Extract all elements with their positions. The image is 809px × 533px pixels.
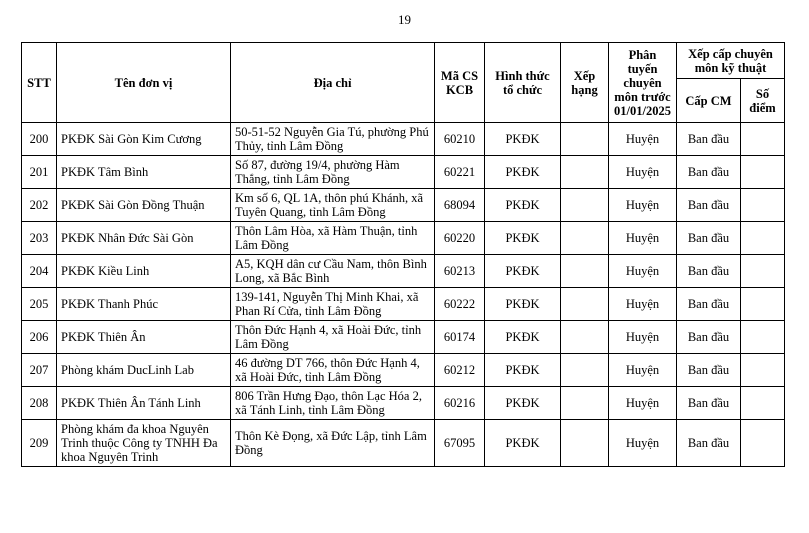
- cell-address: Số 87, đường 19/4, phường Hàm Thắng, tỉnh Lâm Đồng: [231, 156, 435, 189]
- cell-stt: 209: [22, 420, 57, 467]
- cell-address: A5, KQH dân cư Cầu Nam, thôn Bình Long, xã Bắc Bình: [231, 255, 435, 288]
- cell-grade: Ban đầu: [677, 420, 741, 467]
- cell-score: [741, 387, 785, 420]
- cell-score: [741, 321, 785, 354]
- cell-form: PKĐK: [485, 288, 561, 321]
- table-row: [22, 189, 785, 222]
- cell-rank: [561, 321, 609, 354]
- cell-address: Thôn Lâm Hòa, xã Hàm Thuận, tỉnh Lâm Đồng: [231, 222, 435, 255]
- cell-score: [741, 255, 785, 288]
- cell-tier: Huyện: [609, 189, 677, 222]
- cell-name: PKĐK Kiều Linh: [57, 255, 231, 288]
- table-row: [22, 288, 785, 321]
- cell-grade: Ban đầu: [677, 156, 741, 189]
- cell-code: 60212: [435, 354, 485, 387]
- header-grade-group: Xếp cấp chuyên môn kỹ thuật: [677, 43, 785, 79]
- header-code: Mã CS KCB: [435, 43, 485, 123]
- table-header: [22, 43, 785, 123]
- table-body: [22, 123, 785, 467]
- cell-stt: 204: [22, 255, 57, 288]
- cell-grade: Ban đầu: [677, 222, 741, 255]
- cell-tier: Huyện: [609, 321, 677, 354]
- cell-name: Phòng khám đa khoa Nguyên Trinh thuộc Công ty TNHH Đa khoa Nguyên Trinh: [57, 420, 231, 467]
- cell-tier: Huyện: [609, 387, 677, 420]
- cell-address: 46 đường DT 766, thôn Đức Hạnh 4, xã Hoài Đức, tỉnh Lâm Đồng: [231, 354, 435, 387]
- header-address: Địa chỉ: [231, 43, 435, 123]
- cell-tier: Huyện: [609, 156, 677, 189]
- cell-form: PKĐK: [485, 321, 561, 354]
- cell-stt: 206: [22, 321, 57, 354]
- cell-name: PKĐK Nhân Đức Sài Gòn: [57, 222, 231, 255]
- table-row: [22, 156, 785, 189]
- cell-name: Phòng khám DucLinh Lab: [57, 354, 231, 387]
- cell-form: PKĐK: [485, 387, 561, 420]
- cell-address: 139-141, Nguyễn Thị Minh Khai, xã Phan Rí Cửa, tỉnh Lâm Đồng: [231, 288, 435, 321]
- table-row: [22, 321, 785, 354]
- cell-form: PKĐK: [485, 354, 561, 387]
- cell-code: 67095: [435, 420, 485, 467]
- cell-address: Thôn Đức Hạnh 4, xã Hoài Đức, tỉnh Lâm Đồng: [231, 321, 435, 354]
- cell-name: PKĐK Sài Gòn Đồng Thuận: [57, 189, 231, 222]
- cell-form: PKĐK: [485, 189, 561, 222]
- cell-score: [741, 156, 785, 189]
- cell-code: 60210: [435, 123, 485, 156]
- cell-rank: [561, 387, 609, 420]
- cell-score: [741, 222, 785, 255]
- cell-grade: Ban đầu: [677, 123, 741, 156]
- table-row: [22, 222, 785, 255]
- cell-name: PKĐK Sài Gòn Kim Cương: [57, 123, 231, 156]
- cell-code: 60216: [435, 387, 485, 420]
- cell-tier: Huyện: [609, 123, 677, 156]
- cell-rank: [561, 123, 609, 156]
- header-tier: Phân tuyến chuyên môn trước 01/01/2025: [609, 43, 677, 123]
- cell-code: 68094: [435, 189, 485, 222]
- cell-code: 60222: [435, 288, 485, 321]
- cell-code: 60174: [435, 321, 485, 354]
- table-row: [22, 255, 785, 288]
- cell-tier: Huyện: [609, 354, 677, 387]
- cell-code: 60221: [435, 156, 485, 189]
- cell-score: [741, 354, 785, 387]
- cell-rank: [561, 222, 609, 255]
- cell-stt: 207: [22, 354, 57, 387]
- table-row: [22, 420, 785, 467]
- cell-form: PKĐK: [485, 123, 561, 156]
- cell-tier: Huyện: [609, 255, 677, 288]
- cell-score: [741, 189, 785, 222]
- cell-rank: [561, 189, 609, 222]
- header-score: Số điểm: [741, 79, 785, 123]
- cell-stt: 200: [22, 123, 57, 156]
- cell-tier: Huyện: [609, 222, 677, 255]
- cell-rank: [561, 156, 609, 189]
- cell-code: 60220: [435, 222, 485, 255]
- cell-tier: Huyện: [609, 420, 677, 467]
- facility-table: [21, 42, 785, 467]
- cell-grade: Ban đầu: [677, 189, 741, 222]
- cell-form: PKĐK: [485, 420, 561, 467]
- cell-rank: [561, 354, 609, 387]
- cell-code: 60213: [435, 255, 485, 288]
- cell-address: Km số 6, QL 1A, thôn phú Khánh, xã Tuyên Quang, tỉnh Lâm Đồng: [231, 189, 435, 222]
- table-row: [22, 354, 785, 387]
- cell-rank: [561, 420, 609, 467]
- header-rank: Xếp hạng: [561, 43, 609, 123]
- table-row: [22, 387, 785, 420]
- cell-stt: 203: [22, 222, 57, 255]
- cell-grade: Ban đầu: [677, 321, 741, 354]
- header-name: Tên đơn vị: [57, 43, 231, 123]
- cell-tier: Huyện: [609, 288, 677, 321]
- cell-form: PKĐK: [485, 156, 561, 189]
- cell-rank: [561, 288, 609, 321]
- cell-score: [741, 123, 785, 156]
- cell-grade: Ban đầu: [677, 354, 741, 387]
- cell-name: PKĐK Thanh Phúc: [57, 288, 231, 321]
- cell-score: [741, 420, 785, 467]
- cell-grade: Ban đầu: [677, 255, 741, 288]
- cell-stt: 208: [22, 387, 57, 420]
- cell-score: [741, 288, 785, 321]
- cell-stt: 201: [22, 156, 57, 189]
- cell-form: PKĐK: [485, 222, 561, 255]
- cell-name: PKĐK Thiên Ân Tánh Linh: [57, 387, 231, 420]
- cell-address: 806 Trần Hưng Đạo, thôn Lạc Hóa 2, xã Tánh Linh, tỉnh Lâm Đồng: [231, 387, 435, 420]
- cell-name: PKĐK Thiên Ân: [57, 321, 231, 354]
- cell-grade: Ban đầu: [677, 387, 741, 420]
- cell-grade: Ban đầu: [677, 288, 741, 321]
- header-stt: STT: [22, 43, 57, 123]
- cell-stt: 205: [22, 288, 57, 321]
- table-row: [22, 123, 785, 156]
- header-grade-level: Cấp CM: [677, 79, 741, 123]
- cell-address: Thôn Kè Đọng, xã Đức Lập, tỉnh Lâm Đồng: [231, 420, 435, 467]
- cell-name: PKĐK Tâm Bình: [57, 156, 231, 189]
- cell-address: 50-51-52 Nguyễn Gia Tú, phường Phú Thủy, tỉnh Lâm Đồng: [231, 123, 435, 156]
- cell-form: PKĐK: [485, 255, 561, 288]
- cell-stt: 202: [22, 189, 57, 222]
- page-number: 19: [398, 12, 411, 27]
- header-form: Hình thức tổ chức: [485, 43, 561, 123]
- cell-rank: [561, 255, 609, 288]
